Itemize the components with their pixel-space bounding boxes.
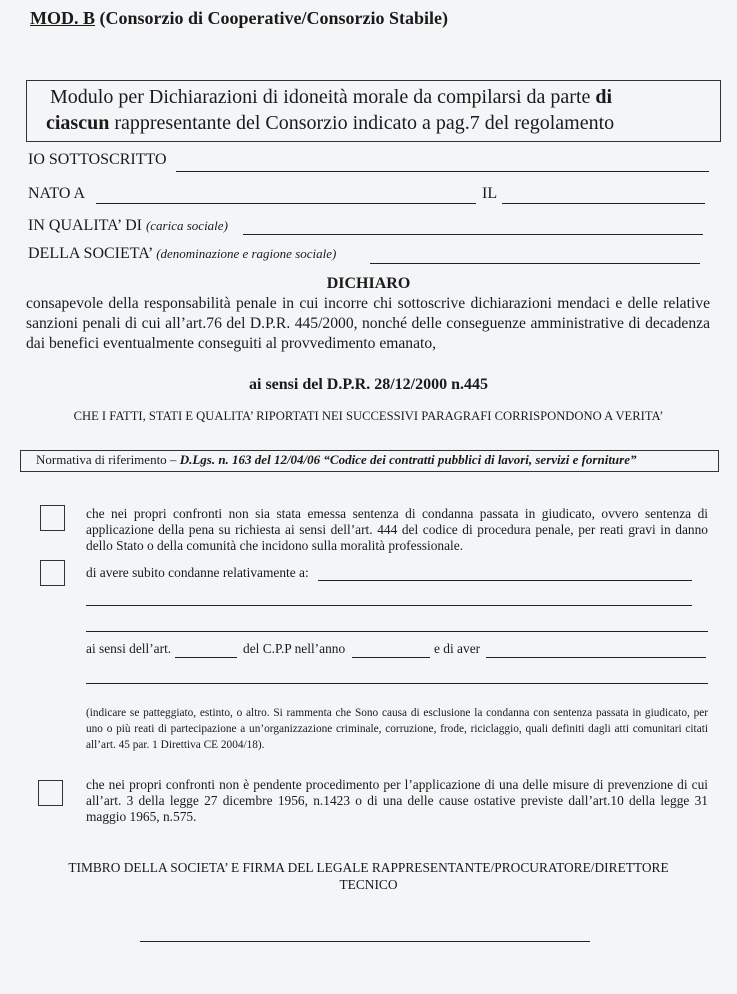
ai-sensi-art-label: ai sensi dell’art. [86, 641, 172, 656]
dichiaro-heading: DICHIARO [326, 275, 411, 292]
societa-field[interactable] [370, 263, 700, 264]
signature-field[interactable] [140, 941, 590, 942]
title-text-2b: rappresentante del Consorzio indicato a pag.7 del regolamento [109, 112, 615, 134]
che-i-fatti: CHE I FATTI, STATI E QUALITA’ RIPORTATI NEI SUCCESSIVI PARAGRAFI CORRISPONDONO A VERITA’ [73, 409, 664, 423]
normativa-text [36, 452, 636, 468]
title-text-1b: di [595, 86, 613, 108]
title-line-2 [46, 112, 614, 135]
label-societa [28, 245, 336, 263]
aver-field[interactable] [486, 657, 706, 658]
qualita-note: (carica sociale) [145, 218, 228, 233]
label-nato: NATO A [28, 185, 86, 202]
label-sottoscritto: IO SOTTOSCRITTO [28, 151, 167, 168]
normativa-label: Normativa di riferimento – [36, 452, 180, 467]
label-qualita [28, 217, 228, 235]
title-line-1 [50, 86, 612, 109]
checkbox-option-3[interactable] [38, 780, 63, 806]
checkbox-option-2[interactable] [40, 560, 65, 586]
option-1-text: che nei propri confronti non sia stata emessa sentenza di condanna passata in giudicato, ovvero sentenza di applicazione della pena su richiesta ai sensi dell’art. 444 del codice di procedura penale, per reati gravi in danno dello Stato o della comunità che incidono sulla moralità professionale. [86, 506, 708, 553]
title-text-2a: ciascun [46, 112, 110, 134]
form-subtitle: (Consorzio di Cooperative/Consorzio Stabile) [99, 8, 448, 28]
checkbox-option-1[interactable] [40, 505, 65, 531]
condanne-field-2[interactable] [86, 605, 692, 606]
form-code: MOD. B [30, 8, 95, 28]
il-field[interactable] [502, 203, 705, 204]
societa-note: (denominazione e ragione sociale) [156, 246, 337, 261]
qualita-field[interactable] [243, 234, 703, 235]
option-2-text: di avere subito condanne relativamente a: [86, 565, 309, 580]
consapevole-paragraph: consapevole della responsabilità penale in cui incorre chi sottoscrive dichiarazioni mendaci e delle relative sanzioni penali di cui all’art.76 del D.P.R. 445/2000, nonché delle conseguenze amministrative di decadenza dai benefici eventualmente conseguiti al provvedimento emanato, [26, 295, 710, 352]
form-header [30, 8, 448, 29]
cpp-label: del C.P.P nell’anno [243, 641, 346, 656]
ai-sensi-heading: ai sensi del D.P.R. 28/12/2000 n.445 [249, 376, 488, 393]
title-text-1a: Modulo per Dichiarazioni di idoneità morale da compilarsi da parte [50, 86, 596, 108]
signature-label-2: TECNICO [339, 877, 398, 892]
anno-field[interactable] [352, 657, 430, 658]
societa-text: DELLA SOCIETA’ [28, 245, 153, 262]
normativa-ref: D.Lgs. n. 163 del 12/04/06 “Codice dei contratti pubblici di lavori, servizi e forniture” [179, 452, 637, 467]
e-di-aver-label: e di aver [434, 641, 481, 656]
qualita-text: IN QUALITA’ DI [28, 217, 142, 234]
condanne-field-1[interactable] [318, 580, 692, 581]
condanne-field-3[interactable] [86, 631, 708, 632]
nato-field[interactable] [96, 203, 476, 204]
art-field[interactable] [175, 657, 237, 658]
sottoscritto-field[interactable] [176, 171, 709, 172]
option-3-text: che nei propri confronti non è pendente procedimento per l’applicazione di una delle misure di prevenzione di cui all’art. 3 della legge 27 dicembre 1956, n.1423 o di una delle cause ostative previste dall’art.10 della legge 31 maggio 1965, n.575. [86, 777, 708, 824]
option-2-note: (indicare se patteggiato, estinto, o altro. Si rammenta che Sono causa di esclusione la condanna con sentenza passata in giudicato, per uno o più reati di partecipazione a un’organizzazione criminale, corruzione, frode, riciclaggio, quali definiti dagli atti comunitari citati all’art. 45 par. 1 Direttiva CE 2004/18). [86, 707, 708, 751]
label-il: IL [482, 185, 498, 202]
condanne-field-4[interactable] [86, 683, 708, 684]
signature-label-1: TIMBRO DELLA SOCIETA’ E FIRMA DEL LEGALE RAPPRESENTANTE/PROCURATORE/DIRETTORE [68, 860, 669, 875]
